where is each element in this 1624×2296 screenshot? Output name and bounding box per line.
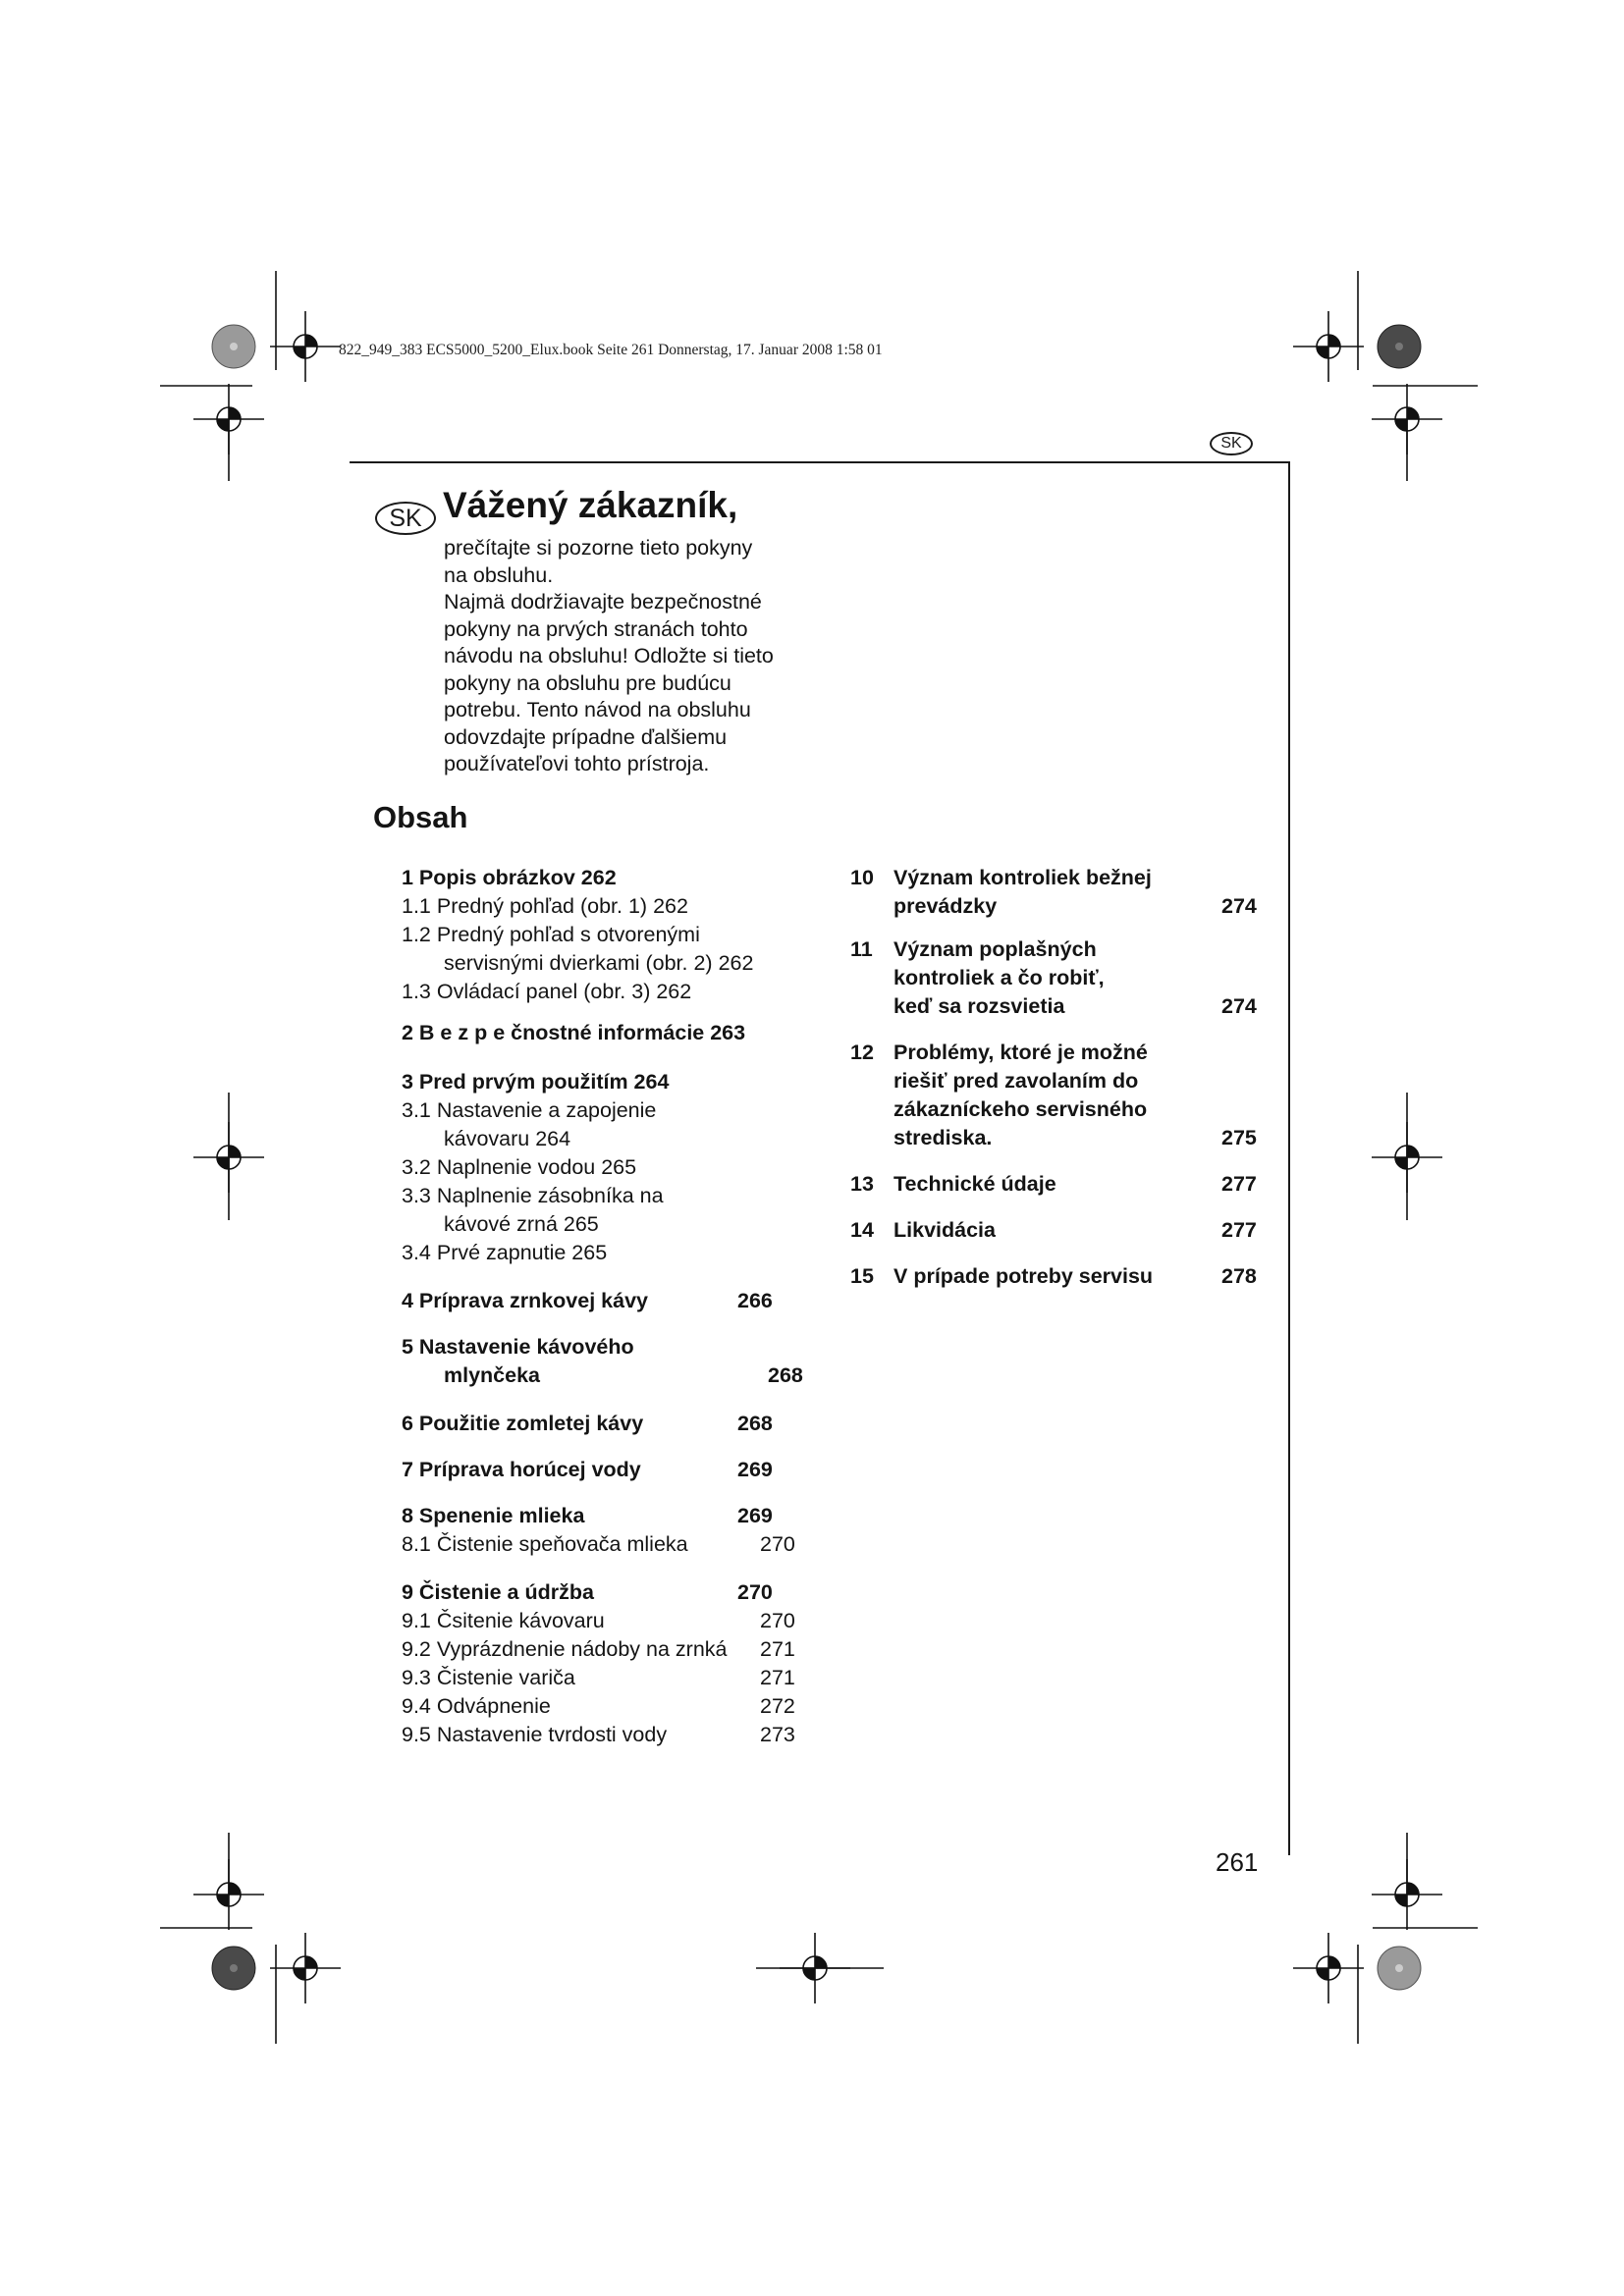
toc-entry[interactable]	[402, 1635, 814, 1664]
intro-line: prečítajte si pozorne tieto pokyny	[444, 536, 753, 560]
toc-entry[interactable]	[402, 1410, 814, 1438]
toc-entry-text: 7 Príprava horúcej vody	[402, 1458, 641, 1481]
toc-entry[interactable]	[402, 1239, 814, 1267]
toc-entry-text: 8 Spenenie mlieka	[402, 1504, 585, 1527]
toc-entry-text: strediska.	[893, 1126, 993, 1149]
intro-line: používateľovi tohto prístroja.	[444, 752, 710, 775]
registration-mark-bottom-left	[160, 1833, 341, 2044]
toc-entry[interactable]	[402, 1068, 814, 1096]
toc-entry-text: kávovaru 264	[444, 1127, 571, 1150]
toc-entry-text: 2 B e z p e čnostné informácie 263	[402, 1021, 746, 1044]
toc-entry-text: kávové zrná 265	[444, 1212, 599, 1236]
toc-entry-text: 9.1 Čsitenie kávovaru	[402, 1609, 605, 1632]
toc-entry-text: servisnými dvierkami (obr. 2) 262	[444, 951, 754, 975]
intro-line: na obsluhu.	[444, 562, 554, 587]
toc-entry-text: 5 Nastavenie kávového	[402, 1335, 634, 1359]
registration-mark-middle-right	[1372, 1093, 1442, 1220]
toc-entry-page: 270	[760, 1532, 795, 1556]
toc-entry-page: 274	[1221, 994, 1257, 1018]
toc-entry[interactable]	[402, 1456, 814, 1484]
toc-entry[interactable]	[444, 949, 814, 978]
toc-entry-page: 272	[760, 1694, 795, 1718]
registration-mark-middle-left	[193, 1093, 264, 1220]
toc-entry-text: 6 Použitie zomletej kávy	[402, 1412, 644, 1435]
toc-entry-page: 278	[1221, 1264, 1257, 1288]
contents-heading: Obsah	[373, 800, 468, 834]
toc-entry-page: 270	[760, 1609, 795, 1632]
toc-entry-text: 1.2 Predný pohľad s otvorenými	[402, 923, 700, 946]
toc-entry-number: 12	[850, 1041, 874, 1064]
toc-entry-text: 3.4 Prvé zapnutie 265	[402, 1241, 608, 1264]
intro-line: Najmä dodržiavajte bezpečnostné	[444, 590, 762, 614]
toc-entry-page: 269	[737, 1504, 773, 1527]
toc-entry-number: 15	[850, 1264, 874, 1288]
toc-entry[interactable]	[402, 1153, 814, 1182]
toc-entry-text: Likvidácia	[893, 1218, 996, 1242]
toc-entry-number: 10	[850, 866, 874, 889]
toc-entry-page: 273	[760, 1723, 795, 1746]
registration-mark-bottom-right	[1293, 1833, 1478, 2044]
toc-entry-text: 9.2 Vyprázdnenie nádoby na zrnká	[402, 1637, 728, 1661]
toc-entry-text: 3.3 Naplnenie zásobníka na	[402, 1184, 664, 1207]
toc-entry[interactable]	[402, 1530, 814, 1559]
greeting-title: Vážený zákazník,	[443, 485, 738, 525]
toc-entry-text: keď sa rozsvietia	[893, 994, 1065, 1018]
toc-entry-page: 271	[760, 1666, 795, 1689]
toc-entry[interactable]	[402, 1664, 814, 1692]
toc-entry-text: Problémy, ktoré je možné	[893, 1041, 1148, 1064]
toc-entry[interactable]	[402, 1502, 814, 1530]
toc-entry[interactable]	[402, 1287, 814, 1315]
toc-entry[interactable]	[402, 1607, 814, 1635]
toc-entry[interactable]	[402, 1721, 814, 1749]
toc-entry-page: 274	[1221, 894, 1257, 918]
toc-entry[interactable]	[402, 892, 814, 921]
toc-entry-page: 266	[737, 1289, 773, 1312]
toc-entry[interactable]	[444, 1125, 814, 1153]
toc-entry-text: 1.3 Ovládací panel (obr. 3) 262	[402, 980, 692, 1003]
toc-entry-page: 268	[768, 1363, 803, 1387]
language-badge-large: SK	[375, 502, 436, 535]
intro-line: pokyny na prvých stranách tohto	[444, 616, 748, 641]
toc-left-column	[402, 0, 814, 2296]
toc-entry[interactable]	[402, 978, 814, 1006]
intro-line: pokyny na obsluhu pre budúcu	[444, 670, 731, 695]
toc-entry-number: 13	[850, 1172, 874, 1196]
toc-entry-text: riešiť pred zavolaním do	[893, 1069, 1139, 1093]
toc-entry-text: kontroliek a čo robiť,	[893, 966, 1105, 989]
toc-entry-text: 9 Čistenie a údržba	[402, 1580, 594, 1604]
toc-entry-page: 275	[1221, 1126, 1257, 1149]
toc-entry-text: 9.5 Nastavenie tvrdosti vody	[402, 1723, 668, 1746]
toc-entry-page: 277	[1221, 1218, 1257, 1242]
file-info-header: 822_949_383 ECS5000_5200_Elux.book Seite 261 Donnerstag, 17. Januar 2008 1:58 01	[339, 342, 883, 358]
toc-entry-page: 271	[760, 1637, 795, 1661]
toc-entry-page: 270	[737, 1580, 773, 1604]
toc-entry-text: 4 Príprava zrnkovej kávy	[402, 1289, 648, 1312]
toc-right-column	[850, 0, 1263, 2296]
toc-entry-number: 14	[850, 1218, 874, 1242]
toc-entry-text: Technické údaje	[893, 1172, 1056, 1196]
toc-entry-text: 3.2 Naplnenie vodou 265	[402, 1155, 637, 1179]
toc-entry-page: 277	[1221, 1172, 1257, 1196]
toc-entry[interactable]	[444, 1210, 814, 1239]
toc-entry-page: 268	[737, 1412, 773, 1435]
toc-entry[interactable]	[402, 864, 814, 892]
toc-entry-text: V prípade potreby servisu	[893, 1264, 1154, 1288]
toc-entry-text: 9.3 Čistenie variča	[402, 1666, 575, 1689]
toc-entry-text: 1 Popis obrázkov 262	[402, 866, 617, 889]
page-right-rule	[1288, 461, 1290, 1855]
toc-entry[interactable]	[402, 1333, 814, 1362]
toc-entry-text: 3.1 Nastavenie a zapojenie	[402, 1098, 657, 1122]
toc-entry[interactable]	[402, 1692, 814, 1721]
registration-mark-top-left	[160, 271, 341, 481]
toc-entry-text: 1.1 Predný pohľad (obr. 1) 262	[402, 894, 688, 918]
intro-line: návodu na obsluhu! Odložte si tieto	[444, 644, 774, 667]
registration-mark-top-right	[1293, 271, 1478, 481]
toc-entry[interactable]	[402, 921, 814, 949]
toc-entry-text: mlynčeka	[444, 1363, 541, 1387]
toc-entry-text: 9.4 Odvápnenie	[402, 1694, 551, 1718]
intro-line: potrebu. Tento návod na obsluhu	[444, 698, 751, 721]
toc-entry-text: zákazníckeho servisného	[893, 1097, 1148, 1121]
toc-entry[interactable]	[402, 1096, 814, 1125]
toc-entry-text: 8.1 Čistenie speňovača mlieka	[402, 1532, 688, 1556]
toc-entry-number: 11	[850, 937, 873, 961]
toc-entry-page: 269	[737, 1458, 773, 1481]
toc-entry[interactable]	[402, 1182, 814, 1210]
toc-entry-text: Význam poplašných	[893, 937, 1097, 961]
intro-line: odovzdajte prípadne ďalšiemu	[444, 724, 728, 749]
language-badge: SK	[1210, 432, 1253, 455]
toc-entry[interactable]	[402, 1578, 814, 1607]
toc-entry-text: Význam kontroliek bežnej	[893, 866, 1152, 889]
toc-entry-text: 3 Pred prvým použitím 264	[402, 1070, 670, 1094]
toc-entry[interactable]	[444, 1362, 814, 1390]
toc-entry-text: prevádzky	[893, 894, 998, 918]
toc-entry[interactable]	[402, 1019, 814, 1047]
page-number: 261	[1216, 1847, 1259, 1877]
